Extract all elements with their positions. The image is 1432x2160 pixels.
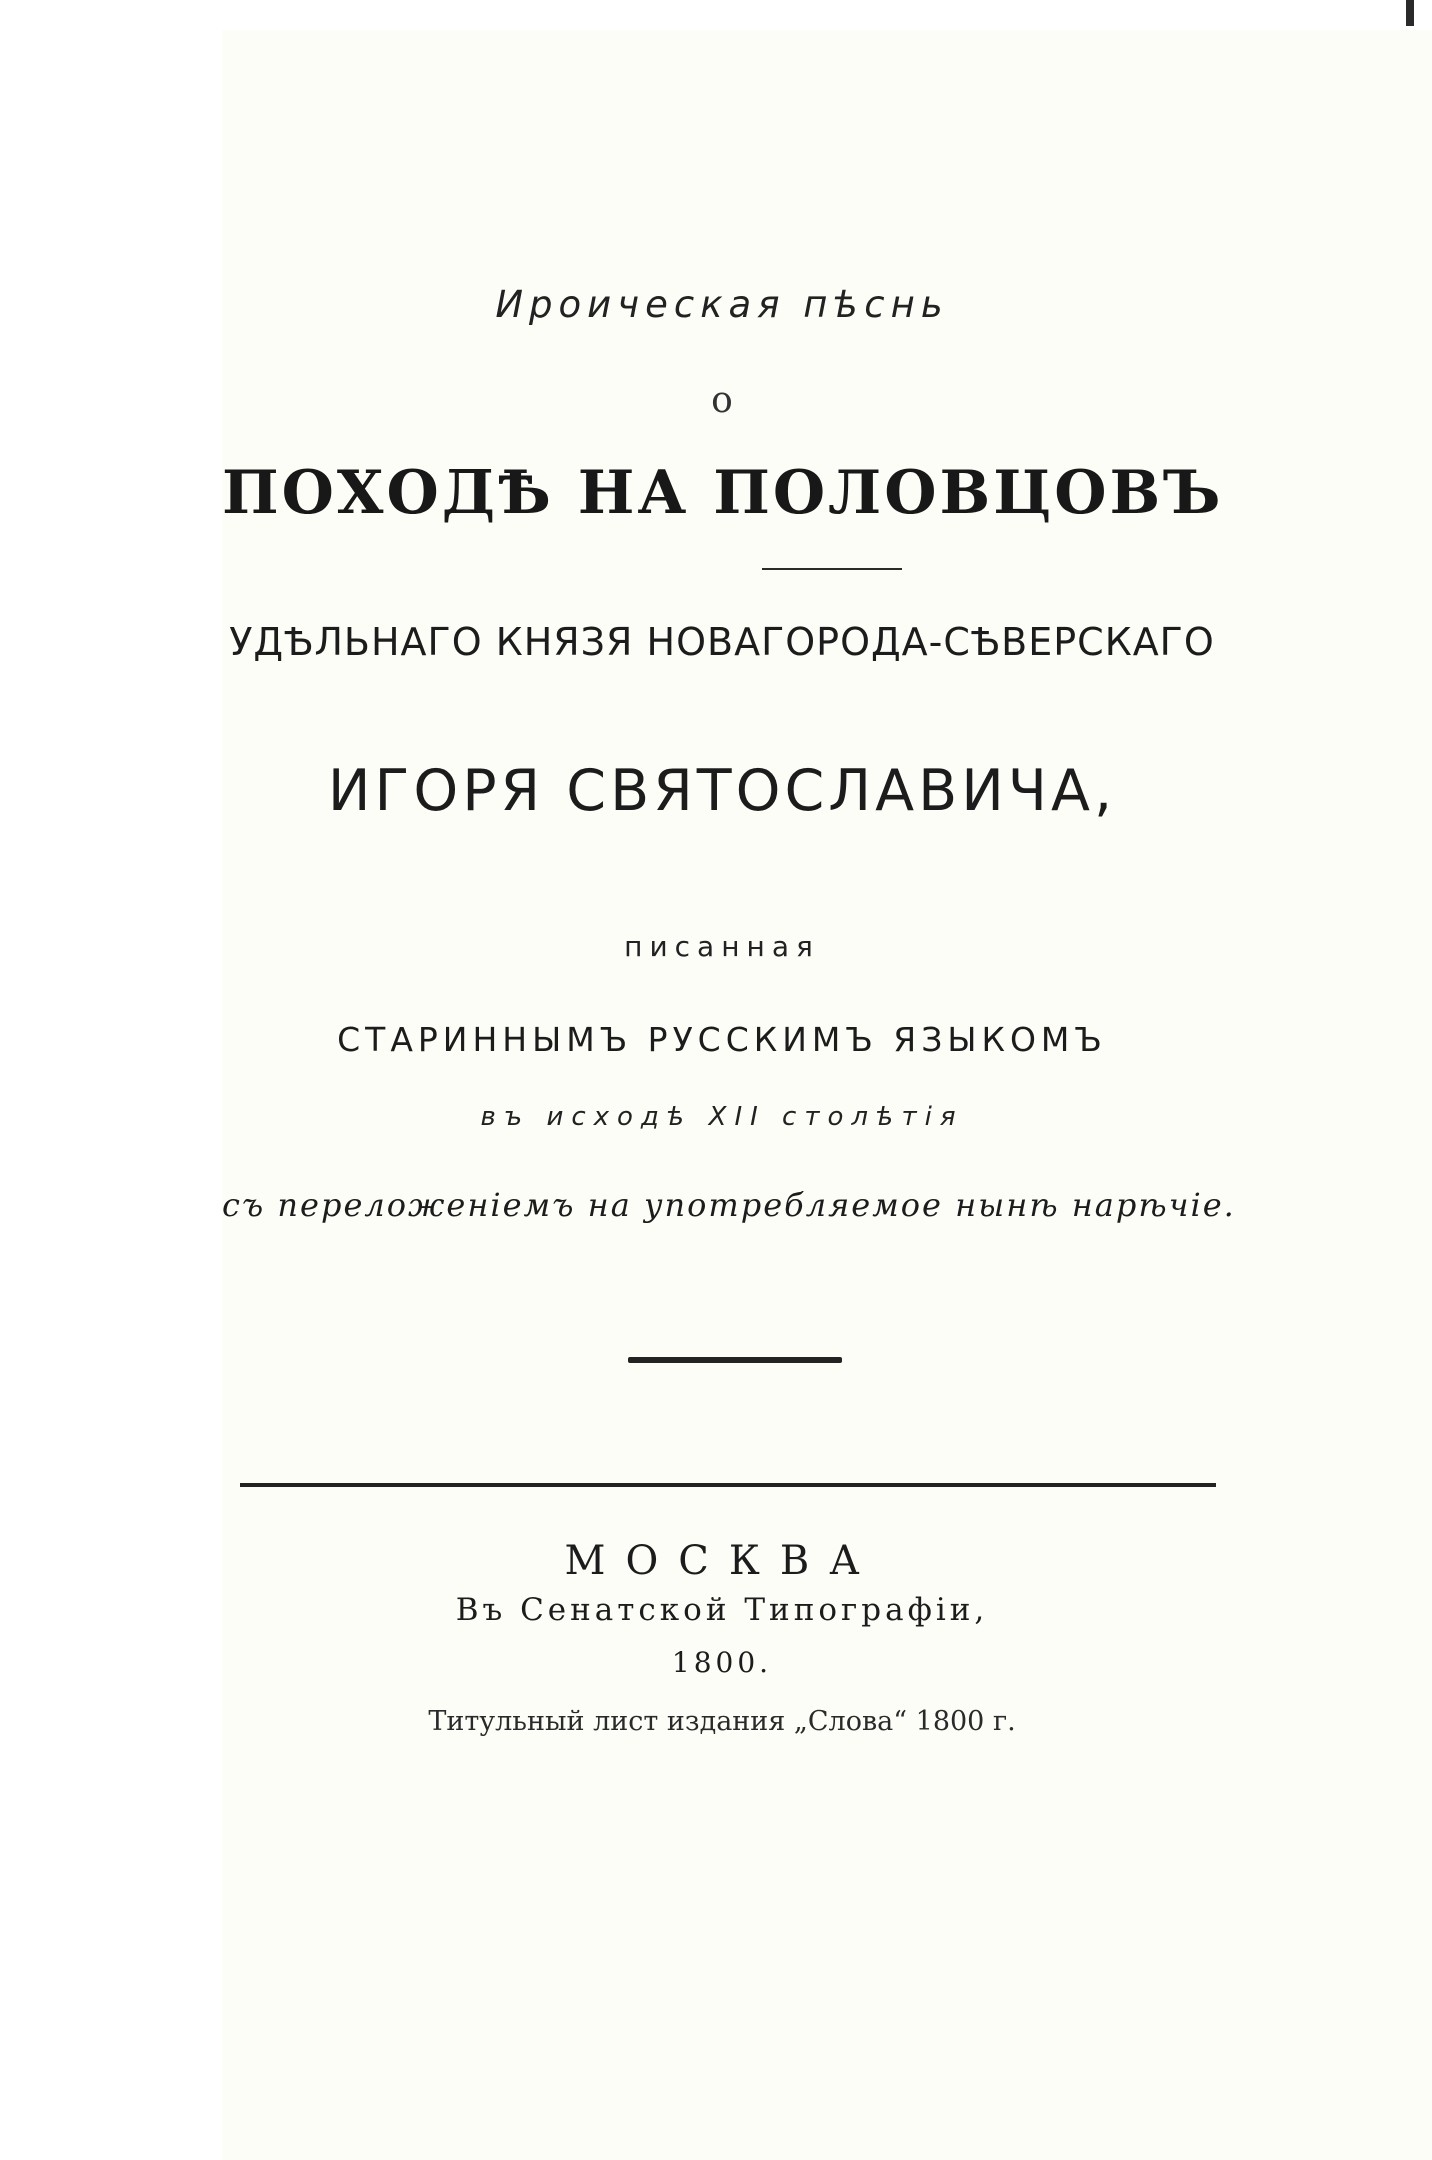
title-written: писанная — [624, 930, 820, 963]
imprint-city: МОСКВА — [564, 1538, 880, 1584]
ornament-rule — [628, 1357, 842, 1363]
title-main: ПОХОДѢ НА ПОЛОВЦОВЪ — [222, 458, 1224, 528]
imprint-divider — [240, 1483, 1216, 1487]
title-translation-note: съ переложеніемъ на употребляемое нынѣ нарѣчіе. — [222, 1186, 1236, 1224]
page-paper — [222, 30, 1432, 2160]
figure-caption: Титульный лист издания „Слова“ 1800 г. — [428, 1706, 1016, 1737]
scan-edge-mark — [1406, 0, 1414, 26]
title-prince-name: ИГОРЯ СВЯТОСЛАВИЧА, — [327, 758, 1117, 824]
title-divider-short — [762, 568, 902, 570]
title-language: СТАРИННЫМЪ РУССКИМЪ ЯЗЫКОМЪ — [337, 1020, 1107, 1059]
title-heroic-song: Ироическая пѣснь — [495, 283, 949, 326]
title-century: въ исходѣ XII столѣтія — [480, 1102, 964, 1132]
title-preposition: о — [711, 380, 733, 421]
imprint-year: 1800. — [671, 1646, 773, 1679]
title-prince-line: УДѢЛЬНАГО КНЯЗЯ НОВАГОРОДА-СѢВЕРСКАГО — [229, 620, 1215, 664]
imprint-printer: Въ Сенатской Типографіи, — [455, 1592, 989, 1628]
